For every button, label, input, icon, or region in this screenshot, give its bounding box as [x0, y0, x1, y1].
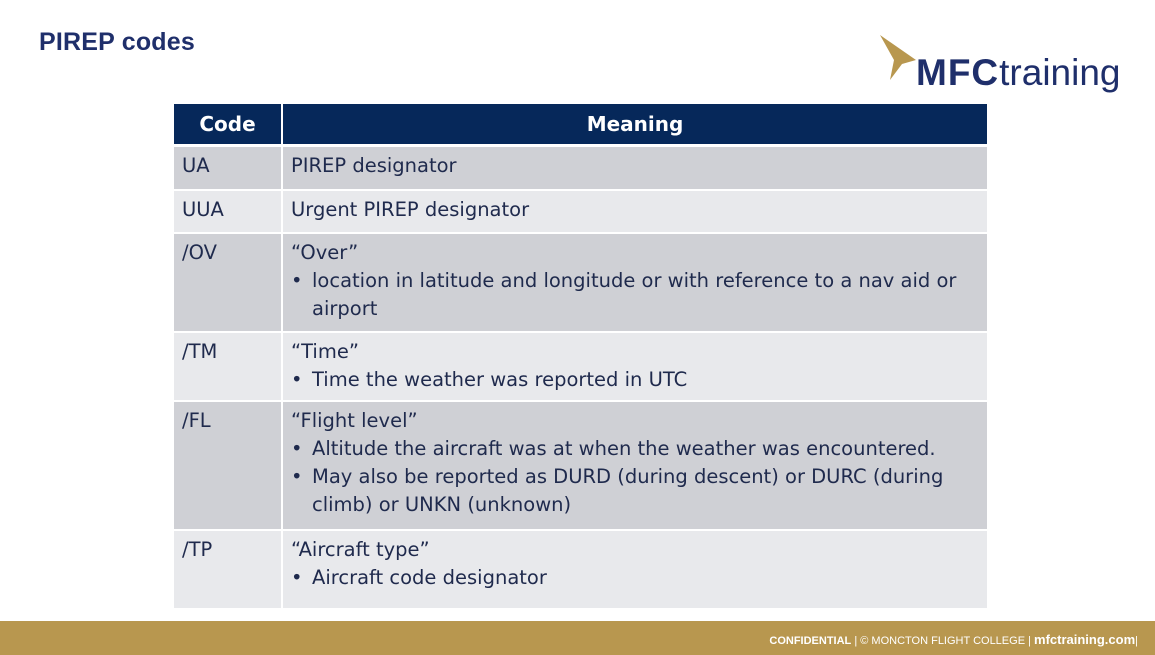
header-code: Code — [174, 104, 282, 146]
mfc-training-logo — [878, 32, 1128, 98]
code-cell: /TP — [174, 530, 282, 609]
logo-text-mfc: MFC — [916, 52, 1000, 93]
footer-separator: | — [854, 635, 858, 647]
meaning-cell — [282, 332, 987, 401]
bullet-item: • location in latitude and longitude or with reference to a nav aid or airport — [291, 267, 979, 323]
table-row — [174, 233, 987, 332]
meaning-cell — [282, 530, 987, 609]
meaning-cell — [282, 190, 987, 233]
logo-wordmark — [916, 54, 1121, 91]
footer-text — [769, 632, 1138, 647]
header-meaning: Meaning — [282, 104, 987, 146]
table-row — [174, 332, 987, 401]
page-title: PIREP codes — [39, 28, 195, 56]
pirep-codes-table — [174, 104, 987, 610]
bullet-item: • Altitude the aircraft was at when the weather was encountered. — [291, 435, 979, 463]
bullet-list — [291, 267, 979, 323]
footer-copyright: © MONCTON FLIGHT COLLEGE — [860, 635, 1026, 647]
code-cell: UA — [174, 146, 282, 190]
bullet-item: • Time the weather was reported in UTC — [291, 366, 979, 394]
footer-bar — [0, 621, 1155, 655]
logo-wing-icon — [878, 32, 918, 82]
meaning-cell — [282, 401, 987, 530]
footer-separator: | — [1135, 635, 1138, 647]
meaning-title: “Aircraft type” — [291, 537, 430, 561]
meaning-title: “Time” — [291, 339, 359, 363]
logo-text-training: training — [999, 52, 1121, 93]
code-cell: /FL — [174, 401, 282, 530]
table-row — [174, 401, 987, 530]
bullet-list — [291, 564, 979, 592]
footer-website-link[interactable]: mfctraining.com — [1034, 632, 1136, 647]
code-cell: /OV — [174, 233, 282, 332]
meaning-cell — [282, 233, 987, 332]
meaning-cell — [282, 146, 987, 190]
meaning-title: “Over” — [291, 240, 359, 264]
meaning-title: Urgent PIREP designator — [291, 197, 530, 221]
table-header-row — [174, 104, 987, 146]
meaning-title: “Flight level” — [291, 408, 418, 432]
bullet-item: • Aircraft code designator — [291, 564, 979, 592]
table-row — [174, 190, 987, 233]
footer-confidential: CONFIDENTIAL — [769, 635, 852, 647]
table-row — [174, 530, 987, 609]
footer-separator: | — [1028, 635, 1031, 647]
meaning-title: PIREP designator — [291, 154, 457, 177]
bullet-list — [291, 435, 979, 519]
bullet-item: • May also be reported as DURD (during descent) or DURC (during climb) or UNKN (unknown) — [291, 463, 979, 519]
table-row — [174, 146, 987, 190]
code-cell: UUA — [174, 190, 282, 233]
bullet-list — [291, 366, 979, 394]
code-cell: /TM — [174, 332, 282, 401]
